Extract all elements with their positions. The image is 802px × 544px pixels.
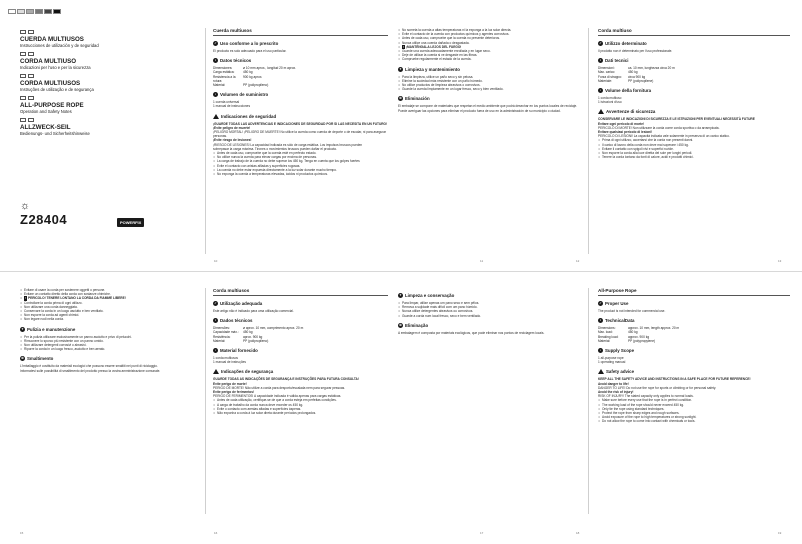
list-item: • Evitare un contatto diretto della corda con sostanze chimiche. (20, 292, 200, 296)
list-item: • Para limpar, utilize apenas um pano seco e sem pêlos. (398, 301, 578, 305)
list-item: • Evitare il contatto con spigoli vivi e superfici ruvide. (598, 147, 790, 151)
list-item: • Para la limpieza, utilice un paño seco y sin pelusa. (398, 75, 578, 79)
list-item: • Guarde a corda num local fresco, seco e bem ventilado. (398, 314, 578, 318)
cleaning-icon: ✦ (21, 326, 24, 331)
sheet-bottom (0, 272, 802, 544)
list-item: • Evite el contacto con aristas afiladas y superficies rugosas. (213, 164, 388, 168)
page-number: 17 (480, 531, 484, 535)
swatch (44, 9, 52, 14)
list-item: • Protect the rope from sharp edges and rough surfaces. (598, 411, 790, 415)
section-heading: i Datos técnicos (213, 58, 388, 63)
section-heading: ✓ Utilizzo determinato (599, 41, 647, 46)
list-item: • Do not allow the rope to come into contact with chemicals or tools. (598, 419, 790, 423)
list-item: • Não exponha a corda à luz solar direta durante períodos prolongados. (213, 411, 388, 415)
flag-icon (28, 118, 34, 122)
list-item: • Evite el contacto de la cuerda con productos químicos y agentes corrosivos. (398, 32, 578, 36)
cover-de (20, 118, 200, 136)
fold-line (205, 288, 206, 514)
swatch (26, 9, 34, 14)
cover-title: CUERDA MULTIUSOS (20, 36, 84, 43)
section-heading: i TechnicalData (598, 318, 790, 323)
warning-icon (598, 109, 604, 114)
section-heading: ✓ Uso conforme a lo prescrito (214, 41, 279, 46)
cover-title: ALL-PURPOSE ROPE (20, 102, 84, 109)
list-item: PERIGO DE MORTE! Não utilize a corda para desporto/escalada nem para segurar pessoas. (213, 385, 346, 390)
section-heading: Indicaciones de seguridad (213, 114, 388, 119)
flag-icon (28, 52, 34, 56)
list-item: • Guarde la cuerda limpiamente en un lugar fresco, seco y bien ventilado. (398, 87, 578, 91)
list-item: • Nunca utilize detergentes abrasivos ou corrosivos. (398, 309, 578, 313)
section-heading: ▪ Material fornecido (214, 348, 258, 354)
swatch (35, 9, 43, 14)
box-icon: ▪ (214, 92, 217, 97)
list-item: • Non utilizzare detergenti corrosivi o abrasivi. (20, 343, 200, 347)
page-header: All-Purpose Rope (598, 288, 790, 296)
list-item: • Avoid exposure of the rope to high temperatures or strong sunlight. (598, 415, 790, 419)
list-item: • Non utilizzare una corda danneggiata. (20, 305, 200, 309)
spec-table: Dimensioni: ca. 10 mm, lunghezza circa 20 m Max. carico: 450 kg Forza di strappo: circa 900 kg Materiale: PP (polipropilene) (598, 66, 675, 83)
warning-icon (213, 369, 219, 374)
flag-icon (20, 118, 26, 122)
checkmark-icon: ✓ (214, 301, 217, 305)
page-number: 13 (778, 259, 782, 263)
list-item: 1 cuerda universal (213, 100, 240, 105)
it-column-bottom (20, 288, 200, 513)
list-item: • Conservare la corda in un luogo asciutto e ben ventilato. (20, 309, 200, 313)
swatch (53, 9, 61, 14)
list-item: • Non esporre la corda alla luce diretta del sole per lunghi periodi. (598, 151, 790, 155)
flag-icon (20, 96, 26, 100)
list-item: ¡Evite riesgo de lesiones! (213, 138, 252, 143)
safety-intro: ¡GUARDE TODAS LAS ADVERTENCIAS E INDICACIONES DE SEGURIDAD POR SI LAS NECESITA EN UN FUTURO! (213, 121, 388, 126)
list-item: 1 istruzioni d'uso (598, 100, 622, 105)
body-text: L'imballaggio è costituito da materiali ecologici che possono essere smaltiti nei punti di riciclaggio. (20, 364, 158, 369)
info-icon: i (213, 58, 218, 63)
list-item: 1 manual de instrucciones (213, 104, 251, 109)
list-item: • ! ¡MANTÉNGALA LEJOS DEL FUEGO! (398, 45, 578, 49)
checkmark-icon: ✓ (599, 41, 602, 45)
body-text: Puede averiguar las opciones para eliminar el producto fuera de uso en la administración de su municipio o ciudad. (398, 108, 561, 113)
list-item: • Il carico di lavoro della corda non deve mai superare i 450 kg. (598, 143, 790, 147)
flag-icon (28, 74, 34, 78)
section-heading: ▪ Volumen de suministro (214, 92, 269, 98)
list-item: • Riporre la corda in un luogo fresco, asciutto e ben aerato. (20, 347, 200, 351)
info-icon: i (598, 58, 603, 63)
section-heading: Avvertenze di sicurezza (598, 109, 790, 114)
list-item: Evitare ogni pericolo di morte! (598, 121, 645, 126)
cover-subtitle: Bedienungs- und Sicherheitshinweise (20, 131, 90, 136)
en-column (598, 288, 790, 513)
section-heading: ♻ Smaltimento (21, 356, 54, 362)
section-heading: i Dados técnicos (213, 318, 388, 323)
flag-icon (20, 30, 26, 34)
info-icon: i (213, 318, 218, 323)
section-heading: ✦ Limpieza y mantenimiento (399, 66, 460, 72)
es-column-1 (213, 28, 388, 253)
cleaning-icon: ✦ (399, 66, 402, 71)
page-header: Corda multiuso (598, 28, 790, 36)
page-number: 16 (214, 531, 218, 535)
list-item: • No utilice productos de limpieza abrasivos o corrosivos. (398, 83, 578, 87)
section-heading: ▪ Volume della fornitura (599, 88, 652, 94)
checkmark-icon: ✓ (214, 41, 217, 45)
list-item: • Antes de cada uso, compruebe que la cuerda esté en perfecto estado. (213, 151, 388, 155)
page-number: 12 (576, 259, 580, 263)
list-item: Avoid the risk of injury! (598, 390, 634, 395)
recycle-icon: ♻ (21, 356, 24, 361)
list-item: • La carga de trabajo de la cuerda no debe superar los 450 kg. Tenga en cuenta que los golpes fuertes (213, 159, 388, 163)
list-item: PERIGO DE FERIMENTOS! A capacidade indicada é válida apenas para cargas estáticas. (213, 394, 342, 399)
list-item: • Make sure before every use that the rope is in perfect condition. (598, 398, 790, 402)
list-item: ¡RIESGO DE LESIONES! La capacidad indicada es sólo de carga estática. Los impulsos bruscos pueden (213, 142, 363, 147)
pt-column-1 (213, 288, 388, 513)
fold-line (205, 28, 206, 254)
list-item: PERICOLO DI LESIONI! La capacità indicata vale solamente in presenza di un carico statico. (598, 134, 730, 139)
section-heading: ✓ Proper Use (599, 301, 629, 306)
list-item: • No utilice nunca la cuerda para elevar cargas por encima de personas. (213, 155, 388, 159)
warning-badge: ! (25, 296, 26, 301)
model-number: Z28404 (20, 212, 68, 227)
section-heading: ♻ Eliminação (399, 322, 429, 328)
cover-it (20, 52, 200, 70)
it-column-top (598, 28, 790, 253)
section-heading: ✦ Pulizia e manutenzione (21, 326, 76, 332)
recycle-icon: ♻ (399, 322, 402, 327)
brand-logo: POWERFIX (117, 218, 144, 227)
safety-intro: CONSERVARE LE INDICAZIONI DI SICUREZZA E LE ISTRUZIONI PER EVENTUALI NECESSITÀ FUTURE (598, 117, 755, 122)
cover-subtitle: Instrucciones de utilización y de seguridad (20, 43, 99, 48)
list-item: 1 manual de instruções (213, 360, 246, 365)
list-item: • Controllare la corda prima di ogni utilizzo. (20, 301, 200, 305)
list-item: • Deje de utilizar la cuerda si ve desgaste en las fibras. (398, 53, 578, 57)
list-item: • Non legare nodi nella corda. (20, 317, 200, 321)
pt-column-2 (398, 288, 578, 513)
list-item: 1 all-purpose rope (598, 356, 624, 361)
flag-icon (28, 30, 34, 34)
list-item: • Remova a sujidade mais difícil com um pano húmido. (398, 305, 578, 309)
fold-line (588, 288, 589, 514)
cleaning-icon: ✦ (399, 293, 402, 297)
swatch (17, 9, 25, 14)
box-icon: ▪ (599, 348, 602, 353)
safety-intro: KEEP ALL THE SAFETY ADVICE AND INSTRUCTIONS IN A SAFE PLACE FOR FUTURE REFERENCE! (598, 377, 751, 382)
cover-subtitle: Indicazioni per l'uso e per la sicurezza (20, 65, 91, 70)
page-header: Corda multiusos (213, 288, 388, 296)
cover-subtitle: Operation and Safety Notes (20, 109, 72, 114)
list-item: • The working load of the rope should never exceed 450 kg. (598, 403, 790, 407)
cover-title: ALLZWECK-SEIL (20, 124, 71, 131)
body-text: The product is not intended for commercial use. (598, 309, 666, 313)
list-item: ¡PELIGRO MORTAL! ¡PELIGRO DE MUERTE! No utilice la cuerda como cuerda de deporte o de escalar, ni para asegurar personas. (213, 130, 387, 139)
sun-icon: ☼ (20, 200, 31, 212)
cover-en (20, 96, 200, 114)
page-number: 19 (778, 531, 782, 535)
warning-icon (598, 369, 604, 374)
body-text: A embalagem é composta por materiais ecológicos, que pode eliminar nos pontos de reciclagem locais. (398, 330, 545, 335)
list-item: • Rimuovere lo sporco più resistente con un panno umido. (20, 339, 200, 343)
es-column-2 (398, 28, 578, 253)
warning-badge: ! (403, 44, 404, 49)
spec-table: Dimensions: approx. 10 mm, length approx. 20 m Max. load: 450 kg Breaking load: approx. 900 kg Material: PP (polypropylene) (598, 326, 680, 343)
list-item: • Antes de cada utilização, certifique-se de que a corda esteja em perfeitas condições. (213, 398, 388, 402)
list-item: DANGER TO LIFE! Do not use the rope for sports or climbing or for personal safety. (598, 385, 717, 390)
list-item: • Antes de cada uso, compruebe que la cuerda no presente deterioros. (398, 36, 578, 40)
list-item: • A carga de trabalho da corda nunca deve exceder os 450 kg. (213, 403, 388, 407)
list-item: • La cuerda no debe estar expuesta directamente a la luz solar durante mucho tiempo. (213, 168, 388, 172)
list-item: • Non esporre la corda ad agenti chimici. (20, 313, 200, 317)
list-item: • Evite o contacto com arestas afiadas e superfícies ásperas. (213, 407, 388, 411)
fold-line (588, 28, 589, 254)
color-swatches (8, 9, 61, 14)
list-item: 1 corda multiusos (213, 356, 238, 361)
section-heading: ▪ Supply Scope (599, 348, 635, 354)
flag-icon (20, 52, 26, 56)
list-item: • Tenere la corda lontano da fonti di calore, acidi e prodotti chimici. (598, 155, 790, 159)
section-heading: i Dati tecnici (598, 58, 790, 63)
list-item: ¡Evite peligro de muerte! (213, 125, 251, 130)
list-item: Avoid danger to life! (598, 381, 629, 386)
body-text: Il prodotto non è determinato per l'uso professionale. (598, 49, 673, 53)
list-item: • ! PERICOLO! TENERE LONTANO LA CORDA DA FIAMME LIBERE! (20, 296, 200, 300)
swatch (8, 9, 16, 14)
list-item: Evite perigo de morte! (213, 381, 247, 386)
list-item: Evite perigo de ferimentos! (213, 390, 255, 395)
list-item: 1 operating manual (598, 360, 626, 365)
flag-icon (20, 74, 26, 78)
cover-pt (20, 74, 200, 92)
list-item: • Evitare di usare la corda per sostenere oggetti o persone. (20, 288, 200, 292)
cover-es (20, 30, 200, 48)
warning-icon (213, 114, 219, 119)
spec-table: Dimensiones: ø 10 mm aprox., longitud 20 m aprox. Carga estática: 450 kg Resistencia a la rotura: 900 kg aprox. Material: PP (polipropileno) (213, 66, 296, 88)
list-item: • No someta la cuerda a altas temperaturas ni la exponga a la luz solar directa. (398, 28, 578, 32)
list-item: RISK OF INJURY! The stated capacity only applies to normal loads. (598, 394, 694, 399)
box-icon: ▪ (599, 88, 602, 93)
section-heading: Safety advice (598, 369, 790, 374)
list-item: • Per la pulizia utilizzare esclusivamente un panno asciutto e privo di pelucchi. (20, 335, 200, 339)
list-item: • Compruebe regularmente el estado de la cuerda. (398, 57, 578, 61)
list-item: PERICOLO DI MORTE! Non utilizzare la corda come corda sportiva o da arrampicata. (598, 125, 720, 130)
body-text: El producto es solo adecuado para el uso particular. (213, 49, 287, 53)
cover-title: CORDA MULTIUSOS (20, 80, 81, 87)
page-number: 15 (20, 531, 24, 535)
list-item: • Only tie the rope using standard techniques. (598, 407, 790, 411)
list-item: • Elimine la suciedad más resistente con un paño húmedo. (398, 79, 578, 83)
cover-subtitle: Instruções de utilização e de segurança (20, 87, 94, 92)
page-number: 10 (214, 259, 218, 263)
list-item: • Nunca utilice una cuerda dañada o desgastada. (398, 41, 578, 45)
page-number: 18 (576, 531, 580, 535)
spec-table: Dimensões: ø aprox. 10 mm, comprimento aprox. 20 m Capacidade máx.: 450 kg Resistência: aprox. 900 kg Material: PP (polipropileno) (213, 326, 304, 343)
list-item: sobrepasar la carga máxima. Tirones o movimientos bruscos pueden dañar el producto. (213, 146, 338, 151)
page-header: Cuerda multiusos (213, 28, 388, 36)
section-heading: Indicações de segurança (213, 369, 388, 374)
page-number: 11 (480, 259, 484, 263)
box-icon: ▪ (214, 348, 217, 353)
info-icon: i (598, 318, 603, 323)
section-heading: ✦ Limpeza e conservação (399, 293, 455, 298)
list-item: • No exponga la cuerda a temperaturas elevadas, ácidos ni productos químicos. (213, 172, 388, 176)
cover-title: CORDA MULTIUSO (20, 58, 77, 65)
checkmark-icon: ✓ (599, 301, 602, 305)
body-text: Este artigo não é indicado para uma utilização comercial. (213, 309, 294, 313)
section-heading: ✓ Utilização adequada (214, 301, 263, 306)
list-item: Evitare qualsiasi pericolo di lesioni! (598, 130, 653, 135)
recycle-icon: ♻ (399, 96, 402, 101)
body-text: El embalaje se compone de materiales que respetan el medio ambiente que podrá desechar en los puntos locales de reciclaje. (398, 104, 578, 109)
safety-intro: GUARDE TODAS AS INDICAÇÕES DE SEGURANÇA E INSTRUÇÕES PARA FUTURA CONSULTA! (213, 377, 359, 382)
body-text: Informatevi sulle possibilità di smaltimento del prodotto presso la vostra amministrazione comunale. (20, 368, 161, 373)
section-heading: ♻ Eliminación (399, 96, 430, 102)
flag-icon (28, 96, 34, 100)
list-item: 1 corda multiuso (598, 96, 622, 101)
list-item: • Guarde una cuerda adecuadamente enrollada y en lugar seco. (398, 49, 578, 53)
list-item: • Prima di ogni utilizzo, accertarsi che la corda non presenti danni. (598, 138, 790, 142)
